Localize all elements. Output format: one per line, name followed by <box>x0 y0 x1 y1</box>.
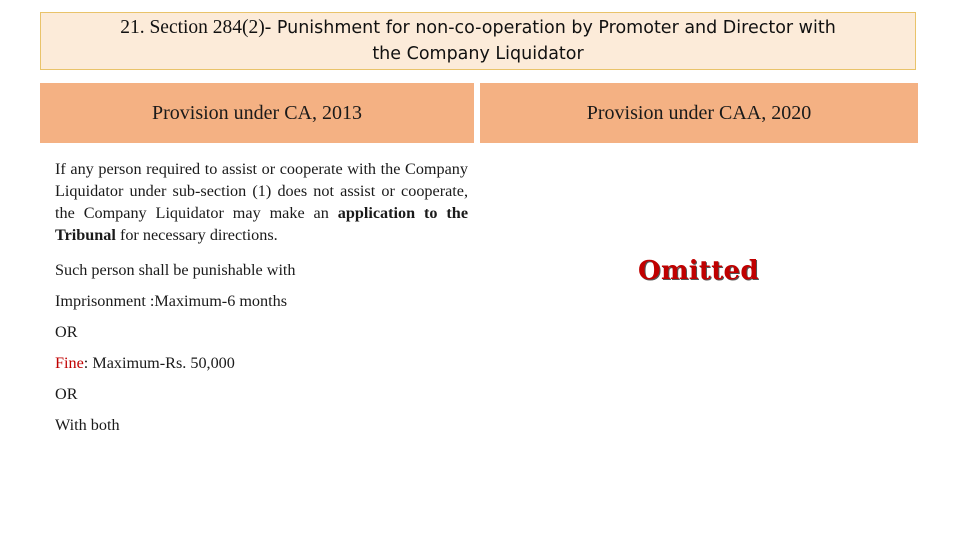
provision-paragraph <box>55 158 468 246</box>
with-both-line: With both <box>55 416 120 434</box>
header-ca-2013: Provision under CA, 2013 <box>40 83 474 143</box>
paragraph-start: If any person required to assist or cooperate with the Company Liquidator under sub-section (1) does not assist or cooperate, the Company Liquidator may make an <box>55 160 468 222</box>
omitted-status: Omitted <box>638 256 759 286</box>
or-line-1: OR <box>55 323 78 341</box>
title-line1: Punishment for non-co-operation by Promoter and Director with <box>271 18 836 38</box>
provision-ca-2013 <box>55 158 468 441</box>
fine-line <box>55 348 468 379</box>
slide-title-text <box>120 15 836 67</box>
title-line2: the Company Liquidator <box>372 44 584 64</box>
fine-label: Fine <box>55 354 84 372</box>
paragraph-bold: application to the Tribunal <box>55 204 468 244</box>
punishable-line: Such person shall be punishable with <box>55 261 296 279</box>
section-number: 21. Section 284(2)- <box>120 17 272 38</box>
paragraph-end: for necessary directions. <box>115 226 278 244</box>
or-line-2: OR <box>55 385 78 403</box>
slide-title <box>40 12 916 70</box>
imprisonment-line: Imprisonment :Maximum-6 months <box>55 292 288 310</box>
header-caa-2020: Provision under CAA, 2020 <box>480 83 918 143</box>
fine-value: : Maximum-Rs. 50,000 <box>83 354 235 372</box>
